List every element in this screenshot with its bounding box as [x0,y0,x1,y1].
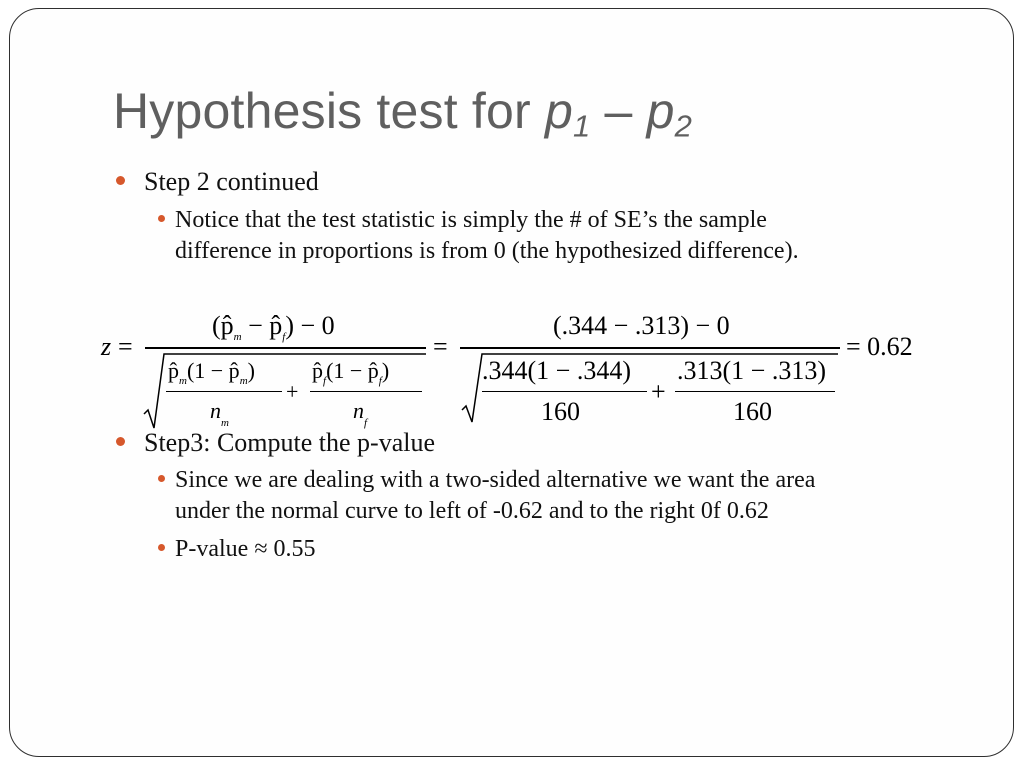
eq-equals-2: = [433,332,448,361]
eq-left-inner-num: $p̂_m(1$ − $p̂_m$) [168,358,255,387]
sub-bullet-marker [158,215,165,222]
sub-bullet-twosided-line1: Since we are dealing with a two-sided alternative we want the area [175,467,816,493]
eq-numerator: ($p̂_m$ − $p̂_f) - 0$ [212,311,335,343]
eq2-inner-bar-2 [675,391,835,392]
bullet-step3: Step3: Compute the p-value [144,428,436,457]
bullet-step2: Step 2 continued [144,167,319,196]
sub-bullet-notice-line2: difference in proportions is from 0 (the hypothesized difference). [175,238,799,264]
bullet-marker [116,437,125,446]
eq-plus-2: + [651,377,666,406]
sub-bullet-marker [158,544,165,551]
slide-title: Hypothesis test for $p_1 - p_2$ [113,83,693,144]
eq2-left-inner-den: 160 [541,397,580,426]
sub-bullet-twosided-line2: under the normal curve to left of -0.62 and to the right 0f 0.62 [175,498,769,524]
eq-right-inner-num: $p̂_f(1$ − $p̂_f$) [312,358,390,387]
sub-bullet-notice-line1: Notice that the test statistic is simply the # of SE’s the sample [175,207,767,233]
eq-result: = 0.62 [846,332,913,361]
bullet-marker [116,176,125,185]
eq-equals-1: = [118,332,133,361]
eq-inner-bar-1 [166,391,282,392]
eq-z: z [101,332,112,361]
sub-bullet-pvalue: P-value ≈ 0.55 [175,536,316,562]
eq2-right-inner-den: 160 [733,397,772,426]
eq2-left-inner-num: .344(1 − .344) [482,356,631,385]
eq-left-inner-den: $n_m$ [210,398,229,429]
eq-numerator-2: (.344 − .313) − 0 [553,311,730,340]
eq-fraction-bar-1 [145,347,426,349]
sub-bullet-marker [158,475,165,482]
eq2-right-inner-num: .313(1 − .313) [677,356,826,385]
eq-fraction-bar-2 [460,347,840,349]
eq-plus-1: + [286,379,299,404]
eq2-inner-bar-1 [482,391,647,392]
eq-inner-bar-2 [310,391,422,392]
eq-right-inner-den: $n_f$ [353,398,368,429]
